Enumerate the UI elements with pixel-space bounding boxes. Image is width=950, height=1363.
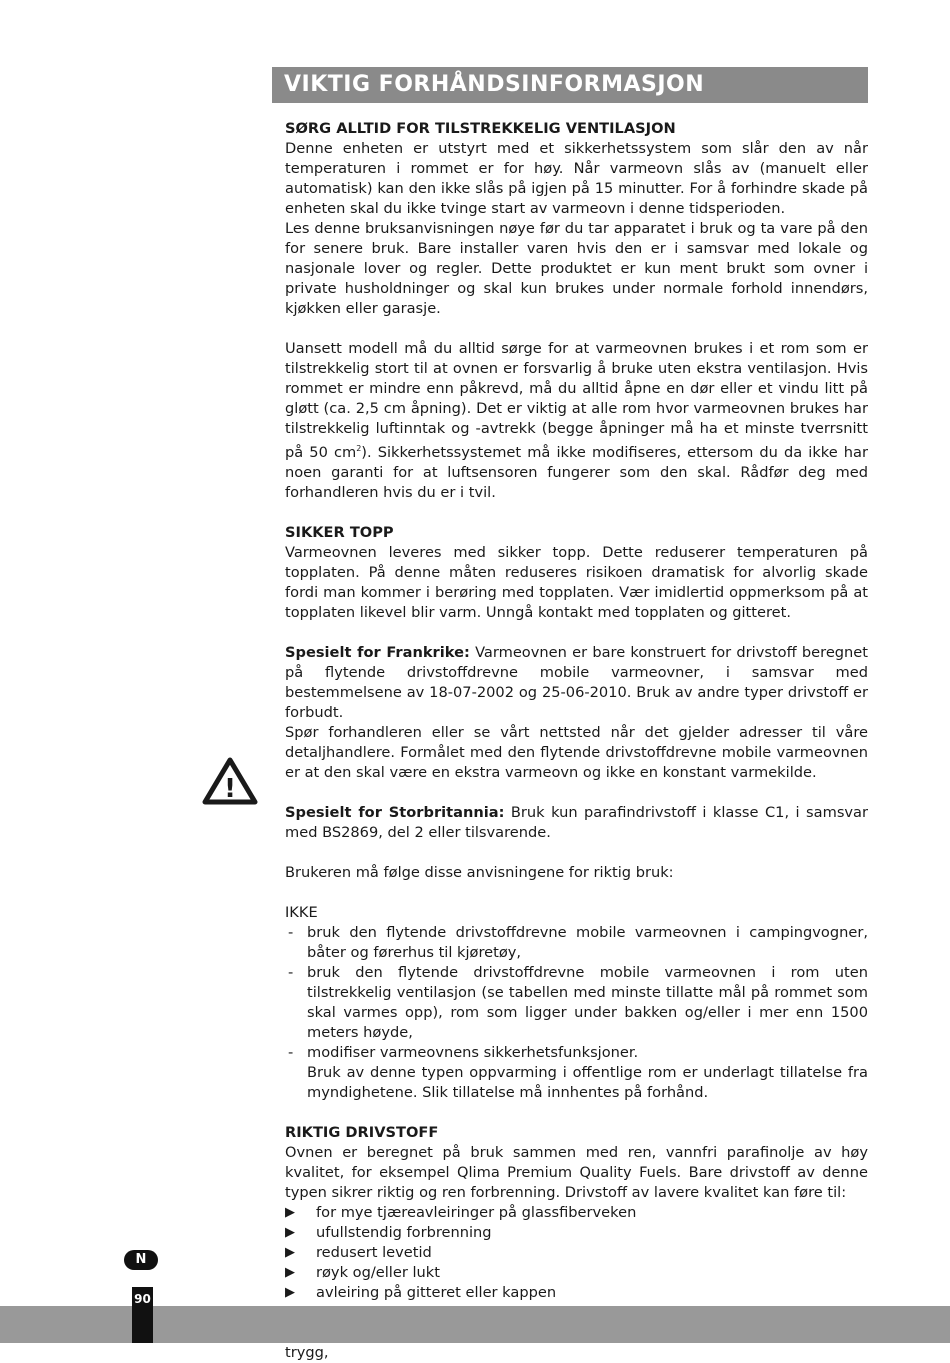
france-paragraph-2: Spør forhandleren eller se vårt nettsted når det gjelder adresser til våre detaljhandlere. Formålet med den flytende drivstoffdrevne mobile varmeovnen er at den skal være en ekstra varmeovn og ikke en konstant varmekilde. (285, 723, 868, 781)
ventilation-p3-before: Uansett modell må du alltid sørge for at varmeovnen brukes i et rom som er tilstrekkelig stort til at ovnen er forsvarlig å bruke uten ekstra ventilasjon. Hvis rommet er mindre enn påkrevd, må du alltid åpne en dør eller et vindu litt på gløtt (ca. 2,5 cm åpning). Det er viktig at alle rom hvor varmeovnen brukes har tilstrekkelig luftinntak og -avtrekk (begge åpninger må ha et minste tverrsnitt på 50 cm (285, 340, 868, 461)
list-item-extra: Bruk av denne typen oppvarming i offentlige rom er underlagt tillatelse fra myndighetene. Slik tillatelse må innhentes på forhånd. (307, 1063, 868, 1101)
france-label: Spesielt for Frankrike: (285, 643, 470, 661)
arrow-icon: ▶ (285, 1224, 295, 1240)
dash-marker: - (288, 1043, 294, 1061)
france-paragraph (285, 643, 868, 723)
list-item-text: bruk den flytende drivstoffdrevne mobile varmeovnen i rom uten tilstrekkelig ventilasjon (se tabellen med minste tillatte mål på rommet som skal varmes opp), rom som ligger under bakken og/eller i mer enn 1500 meters høyde, (307, 963, 868, 1041)
list-item (285, 1263, 868, 1283)
safe-top-heading: SIKKER TOPP (285, 523, 394, 541)
dash-marker: - (288, 963, 294, 981)
fuel-list (285, 1203, 868, 1303)
fuel-heading: RIKTIG DRIVSTOFF (285, 1123, 439, 1141)
ventilation-paragraph-2: Les denne bruksanvisningen nøye før du tar apparatet i bruk og ta vare på den for senere bruk. Bare installer varen hvis den er i samsvar med lokale og nasjonale lover og regler. Dette produktet er kun ment brukt som ovner i private husholdninger og skal kun brukes under normale forhold innendørs, kjøkken eller garasje. (285, 220, 868, 317)
dash-marker: - (288, 923, 294, 941)
list-item-text: røyk og/eller lukt (316, 1263, 440, 1281)
arrow-icon: ▶ (285, 1244, 295, 1260)
list-item (285, 1203, 868, 1223)
list-item-text: ufullstendig forbrenning (316, 1223, 492, 1241)
ikke-list (285, 923, 868, 1103)
list-item (285, 1243, 868, 1263)
arrow-icon: ▶ (285, 1264, 295, 1280)
instructions-intro: Brukeren må følge disse anvisningene for riktig bruk: (285, 863, 674, 881)
warning-triangle-icon (202, 757, 258, 805)
arrow-icon: ▶ (285, 1204, 295, 1220)
arrow-icon: ▶ (285, 1284, 295, 1300)
warning-symbol: ! (224, 774, 236, 804)
list-item-text: modifiser varmeovnens sikkerhetsfunksjoner. (307, 1043, 639, 1061)
ikke-label: IKKE (285, 903, 318, 921)
uk-text: Bruk kun parafindrivstoff i klasse C1, i samsvar med BS2869, del 2 eller tilsvarende. (285, 803, 868, 841)
page-title: VIKTIG FORHÅNDSINFORMASJON (272, 67, 868, 103)
uk-paragraph (285, 803, 868, 843)
list-item (285, 923, 868, 963)
list-item (285, 963, 868, 1043)
page-number: 90 (132, 1287, 153, 1343)
fuel-paragraph-2: trygg, (285, 1343, 329, 1361)
list-item-text: avleiring på gitteret eller kappen (316, 1283, 557, 1301)
uk-label: Spesielt for Storbritannia: (285, 803, 505, 821)
ventilation-heading: SØRG ALLTID FOR TILSTREKKELIG VENTILASJON (285, 120, 676, 137)
list-item (285, 1283, 868, 1303)
language-badge: N (124, 1250, 158, 1270)
list-item-text: redusert levetid (316, 1243, 432, 1261)
list-item-text: bruk den flytende drivstoffdrevne mobile varmeovnen i campingvogner, båter og førerhus til kjøretøy, (307, 923, 868, 961)
ventilation-paragraph-3 (285, 339, 868, 503)
ventilation-paragraph-1: Denne enheten er utstyrt med et sikkerhetssystem som slår den av når temperaturen i rommet er for høy. Når varmeovn slås av (manuelt eller automatisk) kan den ikke slås på igjen på 15 minutter. For å forhindre skade på enheten skal du ikke tvinge start av varmeovn i denne tidsperioden. (285, 140, 868, 217)
france-text: Varmeovnen er bare konstruert for drivstoff beregnet på flytende drivstoffdrevne mobile varmeovner, i samsvar med bestemmelsene av 18-07-2002 og 25-06-2010. Bruk av andre typer drivstoff er forbudt. (285, 643, 869, 721)
fuel-paragraph: Ovnen er beregnet på bruk sammen med ren, vannfri parafinolje av høy kvalitet, for eksempel Qlima Premium Quality Fuels. Bare drivstoff av denne typen sikrer riktig og ren forbrenning. Drivstoff av lavere kvalitet kan føre til: (285, 1143, 868, 1201)
ventilation-p3-after: ). Sikkerhetssystemet må ikke modifiseres, ettersom du da ikke har noen garanti for at luftsensoren fungerer som den skal. Rådfør deg med forhandleren hvis du er i tvil. (285, 443, 868, 501)
list-item (285, 1043, 868, 1103)
main-content (285, 119, 868, 1363)
ventilation-p3-sup: 2 (356, 444, 362, 453)
list-item (285, 1223, 868, 1243)
safe-top-paragraph: Varmeovnen leveres med sikker topp. Dette reduserer temperaturen på topplaten. På denne måten reduseres risikoen dramatisk for alvorlig skade fordi man kommer i berøring med topplaten. Vær imidlertid oppmerksom på at topplaten likevel blir varm. Unngå kontakt med topplaten og gitteret. (285, 543, 868, 621)
list-item-text: for mye tjæreavleiringer på glassfiberveken (316, 1203, 637, 1221)
